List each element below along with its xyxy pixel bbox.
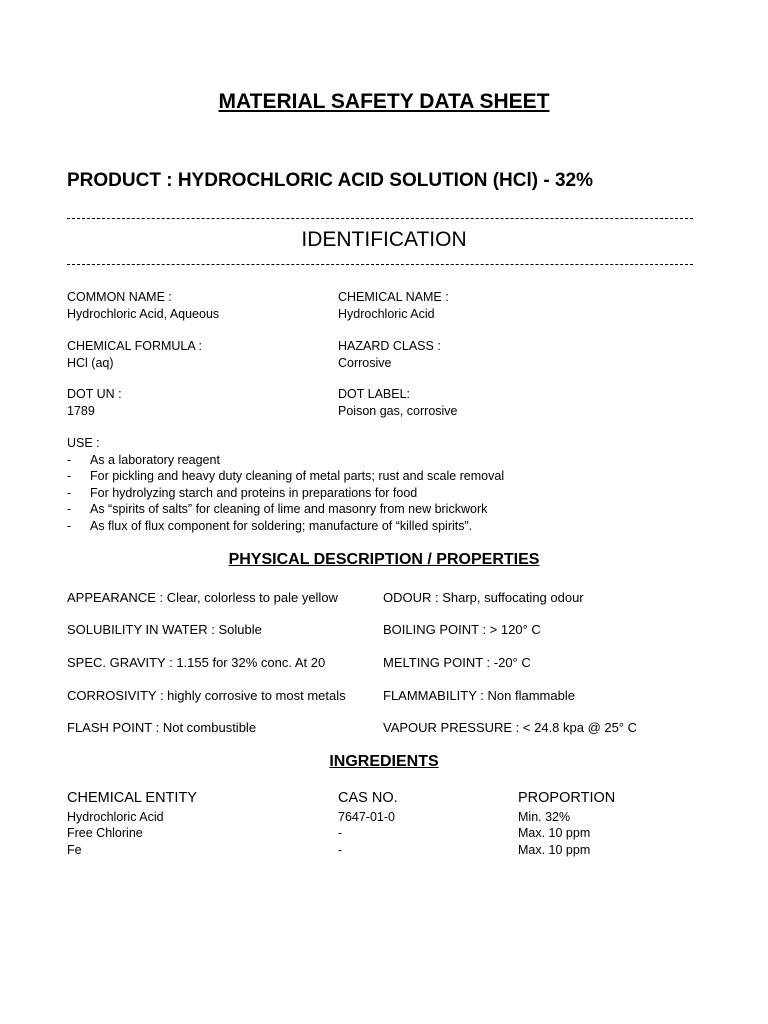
use-item: - As “spirits of salts” for cleaning of lime and masonry from new brickwork	[67, 501, 504, 518]
use-item: - For pickling and heavy duty cleaning of metal parts; rust and scale removal	[67, 468, 504, 485]
use-item: - For hydrolyzing starch and proteins in preparations for food	[67, 485, 504, 502]
flash-point-property: FLASH POINT : Not combustible	[67, 720, 257, 735]
appearance-property: APPEARANCE : Clear, colorless to pale yellow	[67, 590, 338, 605]
corrosivity-property: CORROSIVITY : highly corrosive to most metals	[67, 688, 346, 703]
ingredients-heading: INGREDIENTS	[329, 753, 439, 770]
melting-point-property: MELTING POINT : -20° C	[383, 655, 531, 670]
use-label: USE :	[67, 436, 100, 450]
ingredient-entity: Hydrochloric Acid	[67, 810, 164, 824]
use-item: - As flux of flux component for soldering; manufacture of “killed spirits”.	[67, 518, 504, 535]
use-section	[67, 435, 504, 534]
flammability-property: FLAMMABILITY : Non flammable	[383, 688, 575, 703]
ingredient-entity: Free Chlorine	[67, 826, 143, 840]
dot-un-value: 1789	[67, 403, 95, 418]
chemical-name-value: Hydrochloric Acid	[338, 306, 435, 321]
dot-label-label: DOT LABEL:	[338, 387, 411, 401]
hazard-class-field	[338, 338, 441, 371]
common-name-field	[67, 289, 219, 322]
dot-un-label: DOT UN :	[67, 387, 122, 401]
use-list	[67, 452, 504, 535]
dot-label-value: Poison gas, corrosive	[338, 403, 458, 418]
identification-heading: IDENTIFICATION	[301, 228, 467, 251]
chemical-formula-label: CHEMICAL FORMULA :	[67, 339, 202, 353]
ingredient-cas: -	[338, 826, 343, 840]
hazard-class-value: Corrosive	[338, 355, 392, 370]
dot-un-field	[67, 386, 122, 419]
chemical-name-field	[338, 289, 449, 322]
dashed-divider-bottom	[67, 264, 693, 265]
document-title: MATERIAL SAFETY DATA SHEET	[218, 90, 550, 113]
boiling-point-property: BOILING POINT : > 120° C	[383, 622, 541, 637]
ingredients-column-header: CHEMICAL ENTITY	[67, 790, 197, 806]
ingredient-proportion: Max. 10 ppm	[518, 843, 591, 857]
spec-gravity-property: SPEC. GRAVITY : 1.155 for 32% conc. At 20	[67, 655, 326, 670]
ingredient-proportion: Min. 32%	[518, 810, 571, 824]
common-name-label: COMMON NAME :	[67, 290, 172, 304]
hazard-class-label: HAZARD CLASS :	[338, 339, 441, 353]
dot-label-field	[338, 386, 458, 419]
chemical-formula-field	[67, 338, 202, 371]
physical-properties-heading: PHYSICAL DESCRIPTION / PROPERTIES	[228, 551, 540, 568]
ingredient-proportion: Max. 10 ppm	[518, 826, 591, 840]
vapour-pressure-property: VAPOUR PRESSURE : < 24.8 kpa @ 25° C	[383, 720, 638, 735]
chemical-name-label: CHEMICAL NAME :	[338, 290, 449, 304]
ingredient-cas: 7647-01-0	[338, 810, 395, 824]
use-item: - As a laboratory reagent	[67, 452, 504, 469]
solubility-property: SOLUBILITY IN WATER : Soluble	[67, 622, 262, 637]
ingredients-column-header: CAS NO.	[338, 790, 398, 806]
common-name-value: Hydrochloric Acid, Aqueous	[67, 306, 220, 321]
ingredients-column-header: PROPORTION	[518, 790, 616, 806]
ingredient-entity: Fe	[67, 843, 82, 857]
dashed-divider-top	[67, 218, 693, 219]
chemical-formula-value: HCl (aq)	[67, 355, 114, 370]
ingredient-cas: -	[338, 843, 343, 857]
odour-property: ODOUR : Sharp, suffocating odour	[383, 590, 584, 605]
product-heading: PRODUCT : HYDROCHLORIC ACID SOLUTION (HCl) - 32%	[67, 170, 594, 191]
